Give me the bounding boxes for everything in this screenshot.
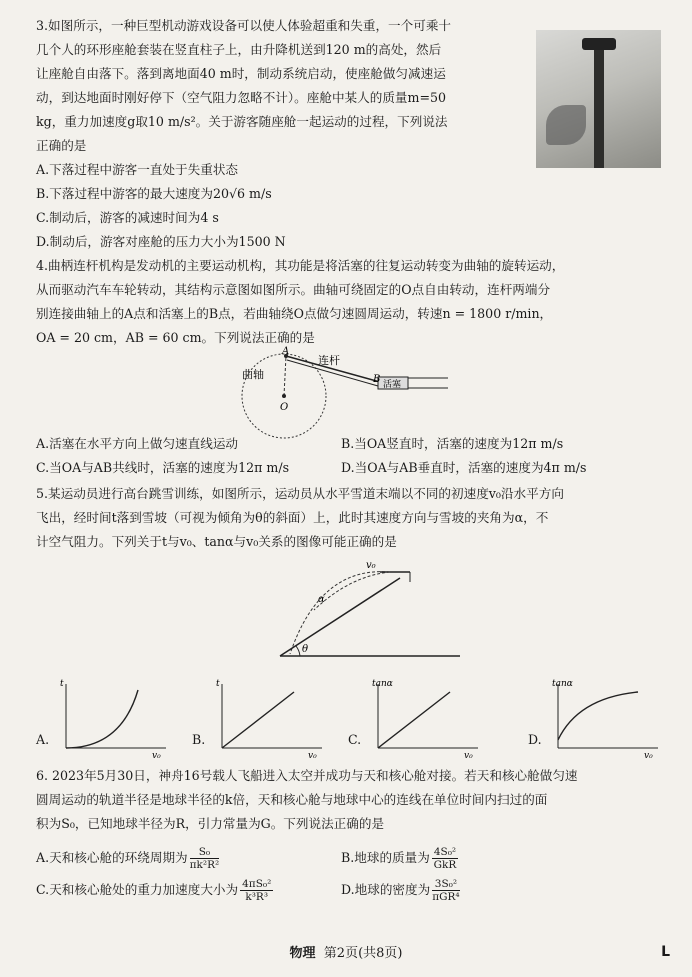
label-piston: 活塞 bbox=[383, 380, 402, 390]
crank-arm bbox=[284, 356, 286, 396]
graph-x-label: v₀ bbox=[644, 751, 653, 758]
q5-graph-b bbox=[192, 676, 332, 758]
q6-line: 6. 2023年5月30日，神舟16号载人飞船进入太空并成功与天和核心舱对接。若天和核心舱做匀速 bbox=[36, 768, 578, 783]
q4-line: 别连接曲轴上的A点和活塞上的B点，若曲轴绕O点做匀速圆周运动，转速n = 1800 r/min， bbox=[36, 306, 553, 321]
footer-subject: 物理 bbox=[289, 946, 316, 961]
crank-diagram bbox=[220, 344, 460, 440]
tower-column bbox=[594, 40, 604, 168]
q6-c-fraction bbox=[240, 878, 273, 903]
q4-option-b: B.当OA竖直时，活塞的速度为12π m/s bbox=[341, 436, 564, 451]
q6-a-num: S₀ bbox=[190, 846, 220, 859]
graph-x-label: v₀ bbox=[308, 751, 317, 758]
graph-curve bbox=[558, 692, 638, 740]
graph-curve bbox=[222, 692, 294, 748]
q6-line: 圆周运动的轨道半径是地球半径的k倍，天和核心舱与地球中心的连线在单位时间内扫过的面 bbox=[36, 792, 548, 807]
label-theta: θ bbox=[302, 644, 309, 655]
q3-line: 几个人的环形座舱套装在竖直柱子上，由升降机送到120 m的高处，然后 bbox=[36, 42, 442, 57]
q5-line: 5.某运动员进行高台跳雪训练，如图所示，运动员从水平雪道末端以不同的初速度v₀沿水平方向 bbox=[36, 486, 564, 501]
label-b: B bbox=[373, 374, 381, 385]
q6-b-text: B.地球的质量为 bbox=[341, 850, 430, 865]
q6-c-num: 4πS₀² bbox=[242, 878, 272, 890]
graph-curve bbox=[66, 690, 138, 748]
q3-line: 让座舱自由落下。落到离地面40 m时，制动系统启动，使座舱做匀减速运 bbox=[36, 66, 446, 81]
q4-line: OA = 20 cm，AB = 60 cm。下列说法正确的是 bbox=[36, 330, 315, 345]
q3-option-a: A.下落过程中游客一直处于失重状态 bbox=[36, 162, 239, 177]
q3-option-d: D.制动后，游客对座舱的压力大小为1500 N bbox=[36, 234, 286, 249]
label-alpha: α bbox=[318, 594, 325, 605]
pivot-o bbox=[282, 394, 286, 398]
q6-a-den: πk²R² bbox=[189, 859, 220, 871]
graph-letter: A. bbox=[36, 732, 50, 747]
q6-b-den: GkR bbox=[433, 859, 457, 871]
question-4 bbox=[36, 254, 564, 350]
q3-line: 3.如图所示，一种巨型机动游戏设备可以使人体验超重和失重，一个可乘十 bbox=[36, 18, 452, 33]
q6-b-num: 4S₀² bbox=[433, 846, 457, 858]
q4-option-d: D.当OA与AB垂直时，活塞的速度为4π m/s bbox=[341, 460, 587, 475]
footer-page: 第2页(共8页) bbox=[323, 946, 403, 961]
q4-options bbox=[36, 432, 646, 480]
tree-shape bbox=[546, 105, 586, 145]
graph-y-label: tanα bbox=[552, 679, 573, 689]
graph-letter: B. bbox=[192, 732, 206, 747]
q3-line: kg，重力加速度g取10 m/s²。关于游客随座舱一起运动的过程，下列说法 bbox=[36, 114, 448, 129]
label-a: A bbox=[282, 346, 290, 357]
question-5 bbox=[36, 482, 564, 554]
graph-plot bbox=[370, 676, 486, 758]
q6-option-d bbox=[341, 874, 646, 906]
page-footer bbox=[0, 942, 692, 961]
graph-letter: D. bbox=[528, 732, 542, 747]
q6-c-text: C.天和核心舱处的重力加速度大小为 bbox=[36, 882, 239, 897]
q6-option-a bbox=[36, 842, 341, 874]
graph-x-label: v₀ bbox=[152, 751, 161, 758]
label-crankshaft: 曲轴 bbox=[242, 368, 264, 381]
q3-option-c: C.制动后，游客的减速时间为4 s bbox=[36, 210, 219, 225]
q5-line: 飞出，经时间t落到雪坡（可视为倾角为θ的斜面）上，此时其速度方向与雪坡的夹角为α，不 bbox=[36, 510, 549, 525]
q3-option-b: B.下落过程中游客的最大速度为20√6 m/s bbox=[36, 186, 272, 201]
q4-option-c: C.当OA与AB共线时，活塞的速度为12π m/s bbox=[36, 460, 290, 475]
q3-line: 动，到达地面时刚好停下（空气阻力忽略不计）。座舱中某人的质量m=50 bbox=[36, 90, 447, 105]
q6-c-den: k³R³ bbox=[245, 891, 269, 903]
q5-graph-a bbox=[36, 676, 176, 758]
graph-y-label: t bbox=[60, 679, 64, 689]
graph-x-label: v₀ bbox=[464, 751, 473, 758]
theta-arc bbox=[296, 646, 300, 656]
q6-a-text: A.天和核心舱的环绕周期为 bbox=[36, 850, 188, 865]
corner-mark: L bbox=[661, 944, 670, 960]
label-o: O bbox=[280, 402, 289, 413]
q4-line: 4.曲柄连杆机构是发动机的主要运动机构，其功能是将活塞的往复运动转变为曲轴的旋转运动， bbox=[36, 258, 565, 273]
graph-plot bbox=[550, 676, 666, 758]
q5-line: 计空气阻力。下列关于t与v₀、tanα与v₀关系的图像可能正确的是 bbox=[36, 534, 397, 549]
q6-a-fraction bbox=[190, 846, 220, 871]
slope-line bbox=[280, 578, 400, 656]
graph-y-label: tanα bbox=[372, 679, 393, 689]
q6-option-c bbox=[36, 874, 341, 906]
label-rod: 连杆 bbox=[318, 354, 340, 367]
q6-option-b bbox=[341, 842, 646, 874]
q6-options bbox=[36, 842, 646, 906]
seat-ring bbox=[582, 38, 616, 50]
q6-d-text: D.地球的密度为 bbox=[341, 882, 431, 897]
q4-line: 从而驱动汽车车轮转动，其结构示意图如图所示。曲轴可绕固定的O点自由转动，连杆两端分 bbox=[36, 282, 551, 297]
trajectory-outer bbox=[290, 572, 390, 654]
q5-graph-d bbox=[528, 676, 668, 758]
q6-d-fraction bbox=[432, 878, 459, 903]
graph-plot bbox=[214, 676, 330, 758]
q6-line: 积为S₀，已知地球半径为R，引力常量为G。下列说法正确的是 bbox=[36, 816, 385, 831]
graph-letter: C. bbox=[348, 732, 362, 747]
trajectory-inner bbox=[314, 572, 390, 610]
q6-d-den: πGR⁴ bbox=[432, 891, 460, 903]
graph-curve bbox=[378, 692, 450, 748]
q5-graph-c bbox=[348, 676, 488, 758]
q6-b-fraction bbox=[432, 846, 458, 871]
drop-tower-photo bbox=[536, 30, 661, 168]
graph-y-label: t bbox=[216, 679, 220, 689]
graph-plot bbox=[58, 676, 174, 758]
q4-option-a: A.活塞在水平方向上做匀速直线运动 bbox=[36, 436, 239, 451]
q3-line: 正确的是 bbox=[36, 138, 87, 153]
question-3 bbox=[36, 14, 451, 254]
question-6 bbox=[36, 764, 578, 836]
q6-d-num: 3S₀² bbox=[432, 878, 459, 891]
label-v0: v₀ bbox=[366, 560, 376, 571]
ski-jump-diagram bbox=[240, 556, 480, 666]
